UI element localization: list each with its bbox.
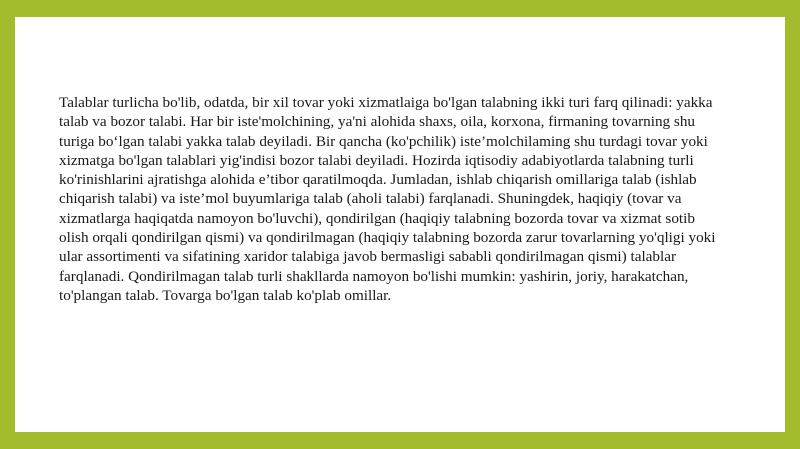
body-paragraph: Talablar turlicha bo'lib, odatda, bir xil tovar yoki xizmatlaiga bo'lgan talabning ikki turi farq qilinadi: yakka talab va bozor talabi. Har bir iste'molchining, ya'ni alohida shaxs, oila, korxona, firmaning tovarning shu turiga bo‘lgan talabi yakka talab deyiladi. Bir qancha (ko'pchilik) iste’molchilaming shu turdagi tovar yoki xizmatga bo'lgan talablari yig'indisi bozor talabi deyiladi. Hozirda iqtisodiy adabiyotlarda talabning turli ko'rinishlarini ajratishga alohida e’tibor qaratilmoqda. Jumladan, ishlab chiqarish omillariga talab (ishlab chiqarish talabi) va iste’mol buyumlariga talab (aholi talabi) farqlanadi. Shuningdek, haqiqiy (tovar va xizmatlarga haqiqatda namoyon bo'luvchi), qondirilgan (haqiqiy talabning bozorda tovar va xizmat sotib olish orqali qondirilgan qismi) va qondirilmagan (haqiqiy talabning bozorda zarur tovarlarning yo'qligi yoki ular assortimenti va sifatining xaridor talabiga javob bermasligi sababli qondirilmagan qismi) talablar farqlanadi. Qondirilmagan talab turli shakllarda namoyon bo'lishi mumkin: yashirin, joriy, harakatchan, to'plangan talab. Tovarga bo'lgan talab ko'plab omillar. [59, 94, 716, 304]
slide-content-area [15, 17, 785, 432]
